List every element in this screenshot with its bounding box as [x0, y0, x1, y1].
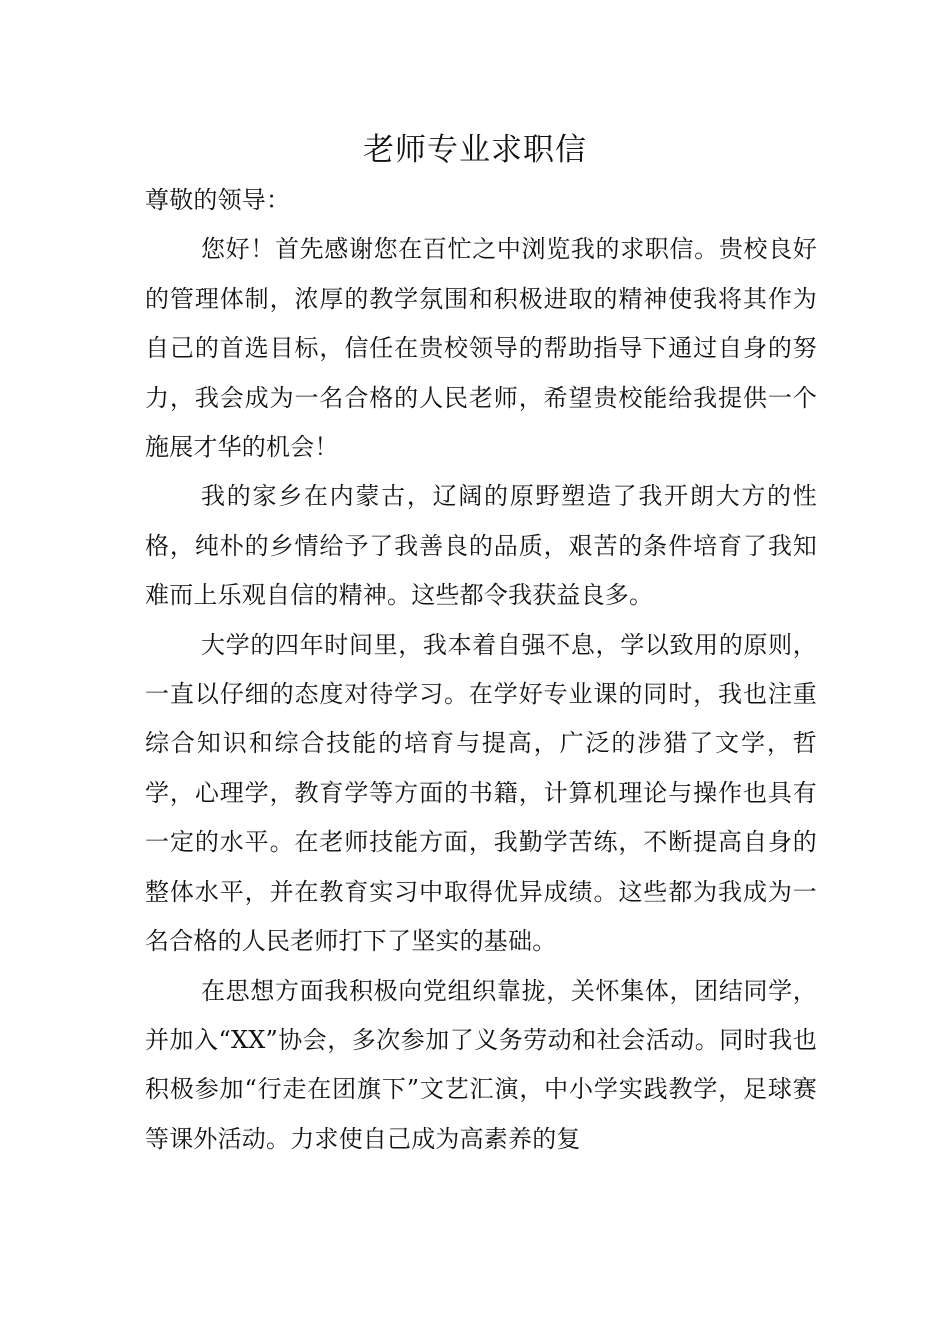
paragraph-greeting: 您好！首先感谢您在百忙之中浏览我的求职信。贵校良好的管理体制，浓厚的教学氛围和积极进取的精神使我将其作为自己的首选目标，信任在贵校领导的帮助指导下通过自身的努力，我会成为一名合格的人民老师，希望贵校能给我提供一个施展才华的机会！ — [145, 235, 817, 462]
paragraph-university: 大学的四年时间里，我本着自强不息，学以致用的原则，一直以仔细的态度对待学习。在学好专业课的同时，我也注重综合知识和综合技能的培育与提高，广泛的涉猎了文学，哲学，心理学，教育学等方面的书籍，计算机理论与操作也具有一定的水平。在老师技能方面，我勤学苦练，不断提高自身的整体水平，并在教育实习中取得优异成绩。这些都为我成为一名合格的人民老师打下了坚实的基础。 — [145, 630, 817, 956]
salutation: 尊敬的领导： — [145, 186, 291, 214]
paragraph-hometown: 我的家乡在内蒙古，辽阔的原野塑造了我开朗大方的性格，纯朴的乡情给予了我善良的品质，艰苦的条件培育了我知难而上乐观自信的精神。这些都令我获益良多。 — [145, 482, 817, 610]
paragraph-ideology: 在思想方面我积极向党组织靠拢，关怀集体，团结同学，并加入“XX”协会，多次参加了义务劳动和社会活动。同时我也积极参加“行走在团旗下”文艺汇演，中小学实践教学，足球赛等课外活动。力求使自己成为高素养的复 — [145, 976, 817, 1153]
document-body — [145, 176, 817, 1164]
document-title: 老师专业求职信 — [363, 132, 587, 168]
